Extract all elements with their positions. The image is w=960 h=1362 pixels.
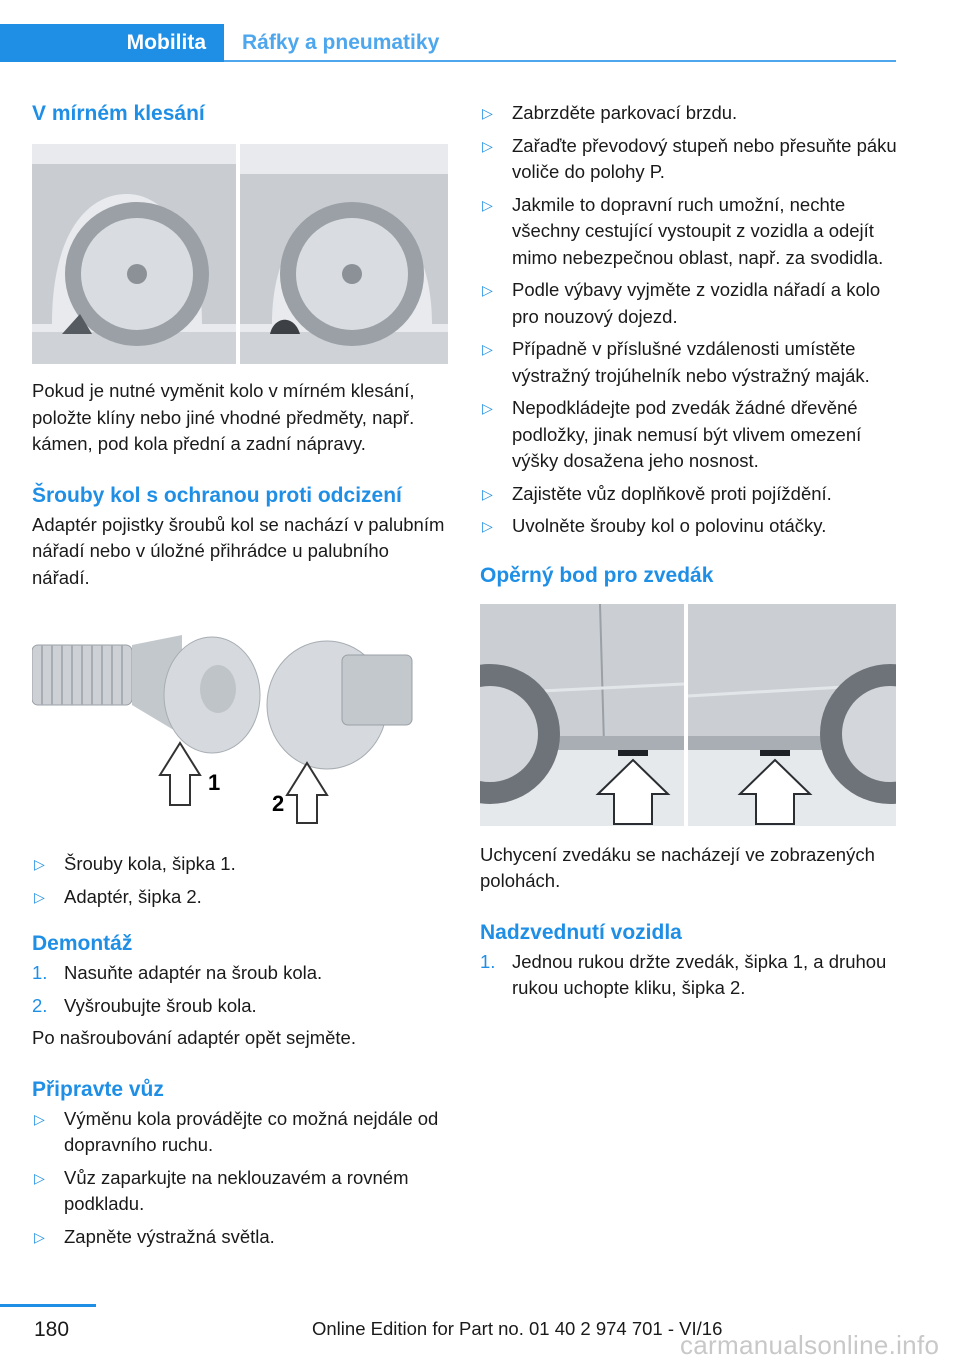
heading-jack-point: Opěrný bod pro zvedák (480, 563, 714, 587)
figure-bolt-and-adapter (32, 625, 448, 825)
list-item: ▷ Vůz zaparkujte na neklouzavém a rovném podkladu. (34, 1166, 409, 1214)
removal-steps (32, 960, 450, 1019)
paragraph-jack-point: Uchycení zvedáku se nacházejí ve zobrazených polohách. (480, 843, 875, 891)
list-item: ▷ Uvolněte šrouby kol o polovinu otáčky. (480, 513, 898, 540)
heading-lift-vehicle: Nadzvednutí vozidla (480, 920, 682, 944)
figure-jack-points (480, 604, 896, 826)
header-section-tab[interactable]: Mobilita (0, 24, 224, 62)
paragraph-slope: Pokud je nutné vyměnit kolo v mírném klesání, položte klíny nebo jiné vhodné předměty, např. kámen, pod kola přední a zadní nápravy. (32, 380, 415, 454)
triangle-right-icon: ▷ (482, 282, 493, 298)
right-column (480, 100, 898, 1008)
triangle-right-icon: ▷ (482, 518, 493, 534)
list-item: ▷ Zajistěte vůz doplňkově proti pojíždění. (480, 481, 898, 508)
figure-wheels-on-slope (32, 144, 448, 364)
watermark: carmanualsonline.info (680, 1330, 940, 1360)
list-item: 1. Jednou rukou držte zvedák, šipka 1, a druhou rukou uchopte kliku, šipka 2. (480, 950, 887, 998)
figure-label-2: 2 (272, 791, 285, 816)
footer-rule (0, 1304, 96, 1307)
list-item: ▷ Podle výbavy vyjměte z vozidla nářadí a kolo pro nouzový dojezd. (482, 279, 881, 327)
list-item: ▷ Šrouby kola, šipka 1. (32, 851, 450, 878)
paragraph-removal: Po našroubování adaptér opět sejměte. (32, 1027, 356, 1048)
safety-list (480, 100, 898, 540)
header-subsection-tab[interactable]: Ráfky a pneumatiky (242, 31, 440, 54)
list-item: 1. Nasuňte adaptér na šroub kola. (32, 962, 323, 983)
heading-removal: Demontáž (32, 932, 133, 955)
list-item: ▷ Nepodkládejte pod zvedák žádné dřevěné podložky, jinak nemusí být vlivem omezení výšky dosažena jeho nosnost. (482, 397, 862, 471)
list-item: ▷ Případně v příslušné vzdálenosti umístěte výstražný trojúhelník nebo výstražný maják. (482, 338, 870, 386)
list-item: ▷ Výměnu kola provádějte co možná nejdále od dopravního ruchu. (34, 1107, 439, 1155)
left-column (32, 100, 450, 1256)
list-item: 2. Vyšroubujte šroub kola. (32, 994, 257, 1016)
triangle-right-icon: ▷ (482, 341, 493, 357)
page-header (0, 0, 960, 64)
triangle-right-icon: ▷ (482, 485, 493, 502)
lift-steps (480, 949, 898, 1002)
edition-note: Online Edition for Part no. 01 40 2 974 701 - VI/16 (312, 1318, 723, 1339)
list-item: ▷ Zapněte výstražná světla. (32, 1224, 450, 1251)
bolt-list (32, 851, 450, 910)
triangle-right-icon: ▷ (34, 888, 45, 905)
header-rule (224, 60, 896, 62)
triangle-right-icon: ▷ (34, 1110, 45, 1127)
triangle-right-icon: ▷ (482, 400, 493, 416)
list-item: ▷ Zařaďte převodový stupeň nebo přesuňte páku voliče do polohy P. (482, 134, 897, 182)
heading-slope: V mírném klesání (32, 102, 205, 125)
heading-prepare-vehicle: Připravte vůz (32, 1077, 164, 1101)
figure-label-1: 1 (208, 770, 221, 795)
heading-anti-theft-bolts: Šrouby kol s ochranou proti odcizení (32, 483, 402, 507)
paragraph-anti-theft-bolts: Adaptér pojistky šroubů kol se nachází v palubním nářadí nebo v úložné přihrádce u palubního nářadí. (32, 513, 445, 588)
triangle-right-icon: ▷ (34, 856, 45, 872)
triangle-right-icon: ▷ (482, 105, 493, 121)
prepare-list (32, 1106, 450, 1251)
triangle-right-icon: ▷ (482, 196, 493, 213)
list-item: ▷ Zabrzděte parkovací brzdu. (480, 100, 898, 127)
triangle-right-icon: ▷ (34, 1228, 45, 1245)
triangle-right-icon: ▷ (482, 137, 493, 154)
list-item: ▷ Adaptér, šipka 2. (32, 884, 450, 911)
list-item: ▷ Jakmile to dopravní ruch umožní, nechte všechny cestující vystoupit z vozidla a odejít mimo nebezpečnou oblast, např. za svodidla. (482, 193, 884, 268)
page-number: 180 (34, 1318, 70, 1341)
triangle-right-icon: ▷ (34, 1169, 45, 1186)
